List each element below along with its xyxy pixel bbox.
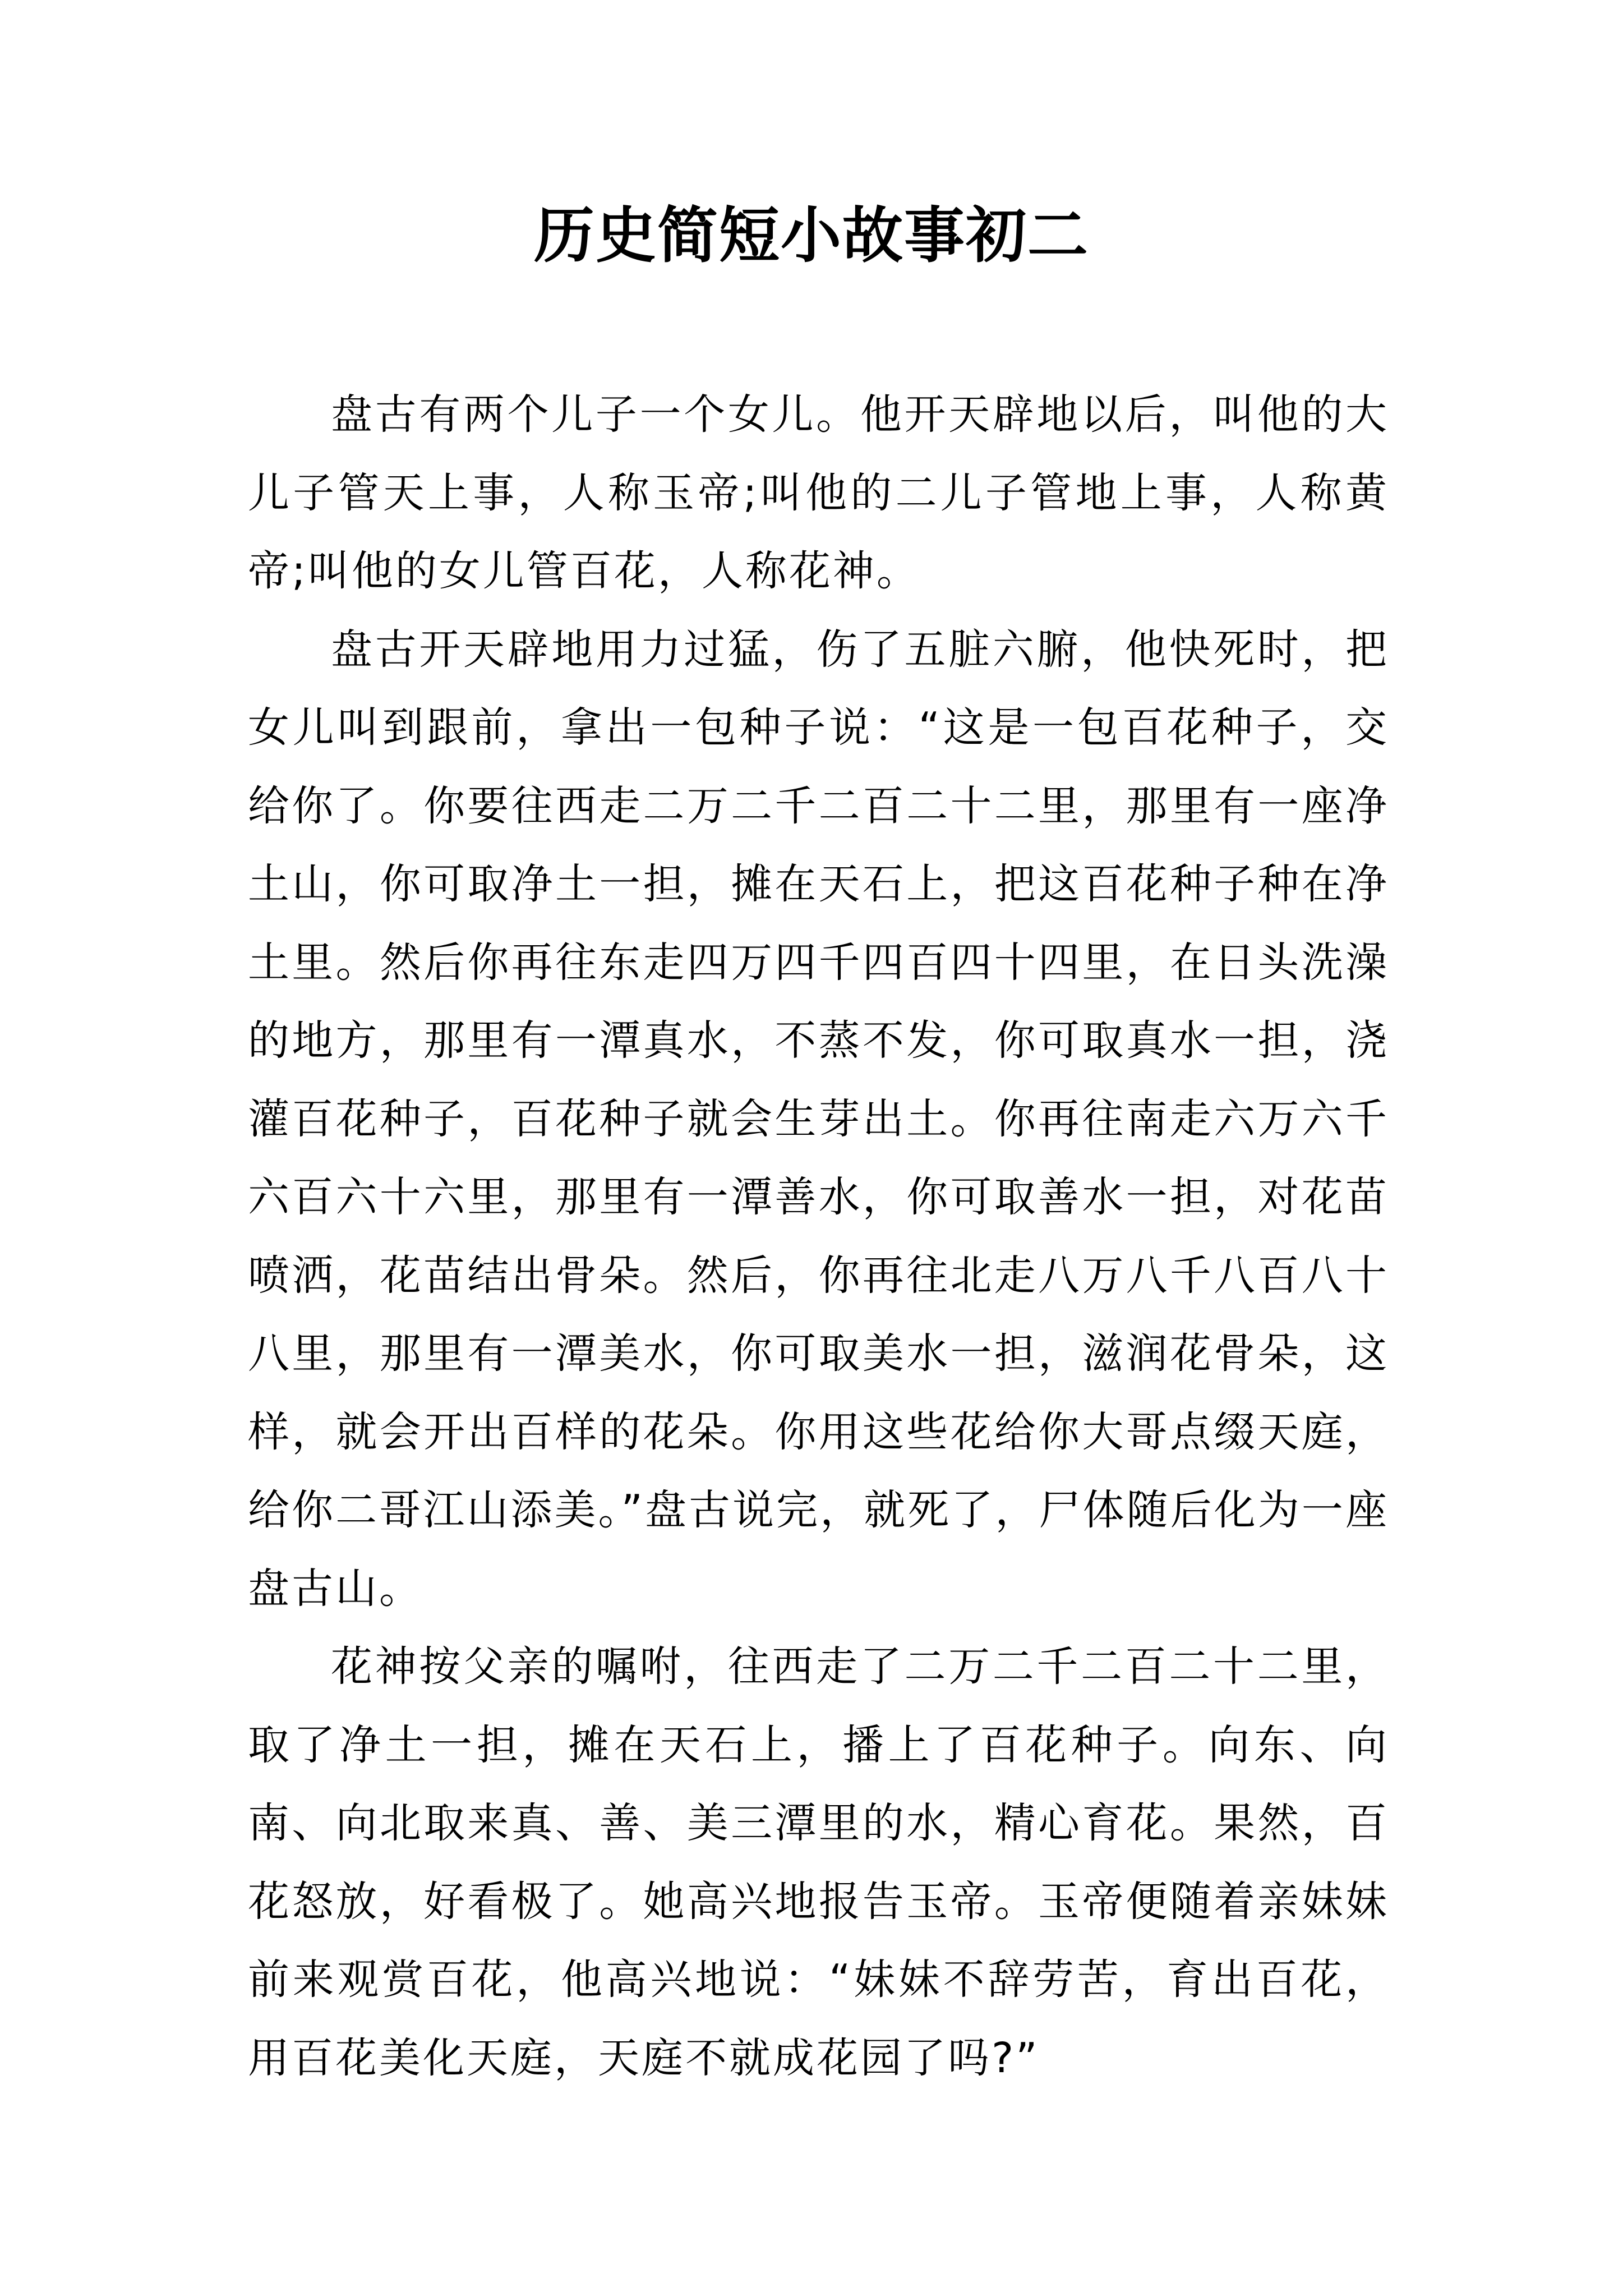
paragraph: 盘古有两个儿子一个女儿。他开天辟地以后，叫他的大儿子管天上事，人称玉帝;叫他的二儿子管地上事，人称黄帝;叫他的女儿管百花，人称花神。 bbox=[248, 390, 1389, 595]
paragraph: 花神按父亲的嘱咐，往西走了二万二千二百二十二里，取了净土一担，摊在天石上，播上了百花种子。向东、向南、向北取来真、善、美三潭里的水，精心育花。果然，百花怒放，好看极了。她高兴地报告玉帝。玉帝便随着亲妹妹前来观赏百花，他高兴地说：“妹妹不辞劳苦，育出百花，用百花美化天庭，天庭不就成花园了吗?” bbox=[248, 1642, 1389, 2082]
document-body bbox=[248, 376, 1389, 2097]
paragraph: 盘古开天辟地用力过猛，伤了五脏六腑，他快死时，把女儿叫到跟前，拿出一包种子说：“这是一包百花种子，交给你了。你要往西走二万二千二百二十二里，那里有一座净土山，你可取净土一担，摊在天石上，把这百花种子种在净土里。然后你再往东走四万四千四百四十四里，在日头洗澡的地方，那里有一潭真水，不蒸不发，你可取真水一担，浇灌百花种子，百花种子就会生芽出土。你再往南走六万六千六百六十六里，那里有一潭善水，你可取善水一担，对花苗喷洒，花苗结出骨朵。然后，你再往北走八万八千八百八十八里，那里有一潭美水，你可取美水一担，滋润花骨朵，这样，就会开出百样的花朵。你用这些花给你大哥点缀天庭，给你二哥江山添美。”盘古说完，就死了，尸体随后化为一座盘古山。 bbox=[248, 625, 1389, 1613]
document-title: 历史简短小故事初二 bbox=[533, 200, 1089, 271]
